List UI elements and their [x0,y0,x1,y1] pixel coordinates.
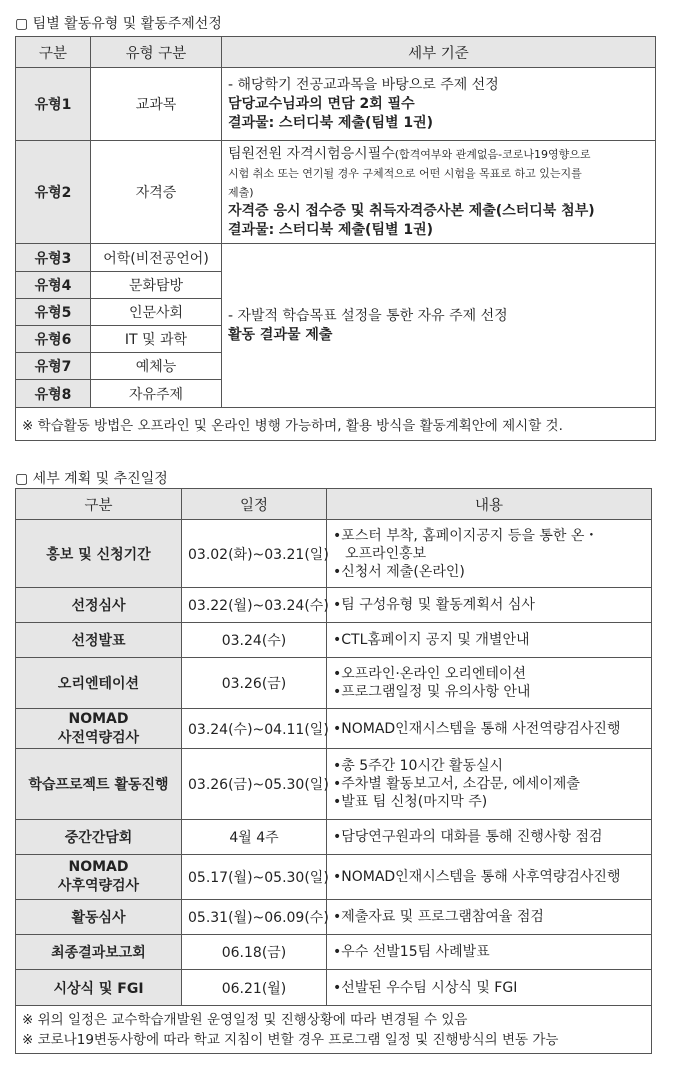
header-date: 일정 [182,489,327,520]
schedule-date: 03.24(수) [182,623,327,658]
schedule-content [327,820,652,855]
header-detail: 세부 기준 [222,37,656,68]
schedule-content [327,658,652,709]
schedule-content [327,970,652,1006]
schedule-date: 03.22(월)~03.24(수) [182,588,327,623]
activity-type-table [15,36,656,441]
schedule-notes [16,1006,652,1054]
schedule-note: ※ 코로나19변동사항에 따라 학교 지침이 변할 경우 프로그램 일정 및 진행방식의 변동 가능 [22,1031,559,1048]
schedule-content [327,588,652,623]
content-item: •프로그램일정 및 유의사항 안내 [333,684,531,700]
row-category: 인문사회 [91,299,222,326]
schedule-label: NOMAD 사후역량검사 [16,855,182,900]
content-item: •NOMAD인재시스템을 통해 사전역량검사진행 [333,720,621,737]
schedule-date: 03.02(화)~03.21(일) [182,520,327,588]
row-type: 유형4 [16,272,91,299]
content-item: •담당연구원과의 대화를 통해 진행사항 점검 [333,829,603,845]
schedule-content [327,749,652,820]
header-content: 내용 [327,489,652,520]
schedule-date: 06.18(금) [182,935,327,970]
schedule-content [327,935,652,970]
content-item: •총 5주간 10시간 활동실시 [333,758,504,774]
section2-title: ▢ 세부 계획 및 추진일정 [15,471,168,487]
schedule-date: 05.17(월)~05.30(일) [182,855,327,900]
content-item: •주차별 활동보고서, 소감문, 에세이제출 [333,776,580,792]
content-item: •우수 선발15팀 사례발표 [333,944,490,960]
detail-small-text: (합격여부와 관계없음-코로나19영향으로 [394,147,591,161]
detail-text: 활동 결과물 제출 [228,326,333,343]
schedule-label: 중간간담회 [16,820,182,855]
row-category: 자유주제 [91,380,222,408]
row-category: 교과목 [91,68,222,141]
row-category: 예체능 [91,353,222,380]
detail-text: 자격증 응시 접수증 및 취득자격증사본 제출(스터디북 첨부) [228,202,595,219]
row-type: 유형6 [16,326,91,353]
detail-text: 팀원전원 자격시험응시필수 [228,145,395,162]
schedule-date: 05.31(월)~06.09(수) [182,900,327,935]
content-item: •포스터 부착, 홈페이지공지 등을 통한 온・ [333,527,599,544]
schedule-content [327,709,652,749]
schedule-content [327,855,652,900]
row-type: 유형3 [16,244,91,272]
content-item: •선발된 우수팀 시상식 및 FGI [333,979,518,996]
content-item: •발표 팀 신청(마지막 주) [333,794,488,810]
schedule-date: 06.21(월) [182,970,327,1006]
section1-note: ※ 학습활동 방법은 오프라인 및 온라인 병행 가능하며, 활용 방식을 활동계획안에 제시할 것. [16,408,656,441]
row-type: 유형8 [16,380,91,408]
schedule-date: 03.24(수)~04.11(일) [182,709,327,749]
schedule-date: 4월 4주 [182,820,327,855]
content-item: •CTL홈페이지 공지 및 개별안내 [333,632,530,648]
schedule-label: 학습프로젝트 활동진행 [16,749,182,820]
schedule-content [327,900,652,935]
schedule-note: ※ 위의 일정은 교수학습개발원 운영일정 및 진행상황에 따라 변경될 수 있음 [22,1011,468,1028]
schedule-date: 03.26(금) [182,658,327,709]
row-category: 어학(비전공언어) [91,244,222,272]
detail-cell-3 [222,244,656,408]
schedule-label: 홍보 및 신청기간 [16,520,182,588]
schedule-label: 오리엔테이션 [16,658,182,709]
content-item: •오프라인·온라인 오리엔테이션 [333,666,526,682]
schedule-label: 시상식 및 FGI [16,970,182,1006]
schedule-label: 최종결과보고회 [16,935,182,970]
header-type: 구분 [16,37,91,68]
detail-cell-1 [222,68,656,141]
schedule-label: 선정심사 [16,588,182,623]
detail-text: - 자발적 학습목표 설정을 통한 자유 주제 선정 [228,307,508,324]
schedule-content [327,520,652,588]
content-item: •NOMAD인재시스템을 통해 사후역량검사진행 [333,869,621,885]
row-category: 자격증 [91,141,222,244]
header-category: 유형 구분 [91,37,222,68]
detail-text: - 해당학기 전공교과목을 바탕으로 주제 선정 [228,76,499,93]
schedule-label: 활동심사 [16,900,182,935]
content-item: 오프라인홍보 [345,545,427,562]
content-item: •팀 구성유형 및 활동계획서 심사 [333,597,535,613]
schedule-date: 03.26(금)~05.30(일) [182,749,327,820]
row-type: 유형1 [16,68,91,141]
content-item: •제출자료 및 프로그램참여율 점검 [333,909,544,925]
schedule-label: 선정발표 [16,623,182,658]
schedule-content [327,623,652,658]
detail-small-text: 시험 취소 또는 연기될 경우 구체적으로 어떤 시험을 목표로 하고 있는지를 [228,166,582,180]
row-category: IT 및 과학 [91,326,222,353]
section1-title: ▢ 팀별 활동유형 및 활동주제선정 [15,16,222,32]
row-type: 유형5 [16,299,91,326]
row-type: 유형7 [16,353,91,380]
detail-text: 결과물: 스터디북 제출(팀별 1권) [228,114,434,131]
detail-small-text: 제출) [228,185,254,199]
schedule-table [15,488,652,1054]
schedule-label: NOMAD 사전역량검사 [16,709,182,749]
detail-text: 담당교수님과의 면담 2회 필수 [228,95,415,112]
row-type: 유형2 [16,141,91,244]
content-item: •신청서 제출(온라인) [333,563,465,580]
detail-cell-2 [222,141,656,244]
detail-text: 결과물: 스터디북 제출(팀별 1권) [228,221,434,238]
row-category: 문화탐방 [91,272,222,299]
header-category: 구분 [16,489,182,520]
